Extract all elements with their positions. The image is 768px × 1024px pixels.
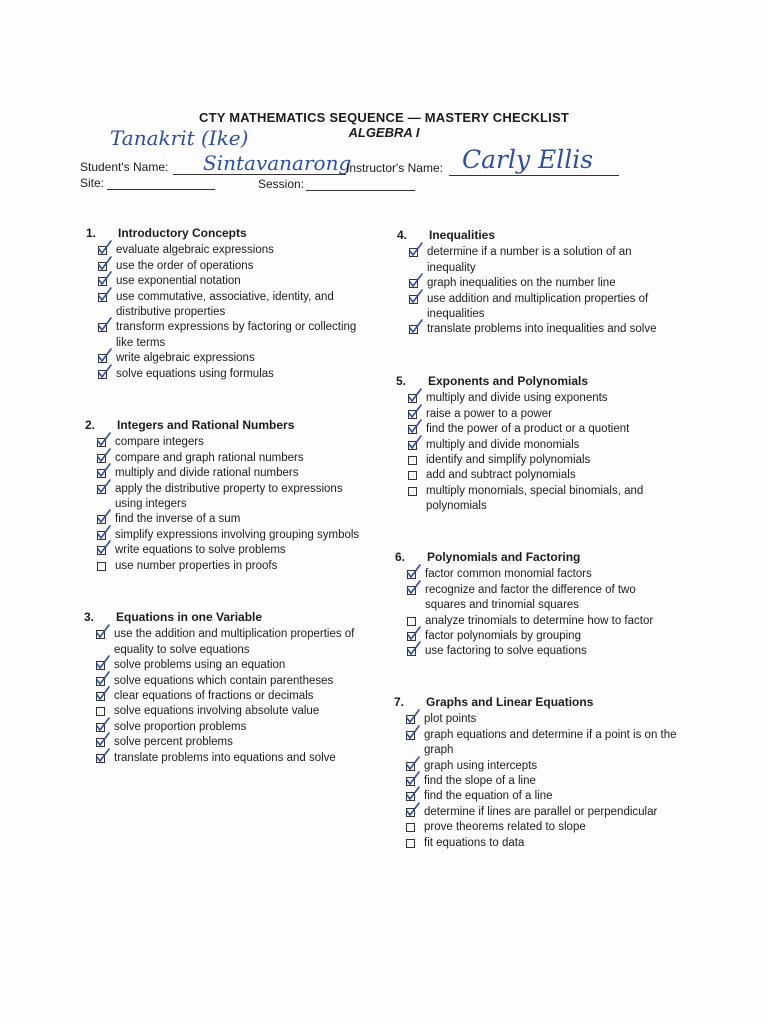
checked-checkbox[interactable] xyxy=(98,262,107,271)
checklist-item xyxy=(97,512,365,527)
item-text: use the order of operations xyxy=(116,259,254,272)
checklist-item xyxy=(96,658,364,673)
checked-checkbox[interactable] xyxy=(96,738,105,747)
checked-checkbox[interactable] xyxy=(407,647,416,656)
item-text: evaluate algebraic expressions xyxy=(116,244,274,257)
unchecked-checkbox[interactable] xyxy=(97,562,106,571)
item-text: identify and simplify polynomials xyxy=(426,454,591,467)
handwritten-first-name: Tanakrit (Ike) xyxy=(110,126,249,150)
check-mark-icon xyxy=(97,540,111,556)
section-heading xyxy=(84,610,364,625)
check-mark-icon xyxy=(96,655,110,671)
check-mark-icon xyxy=(97,525,111,541)
checked-checkbox[interactable] xyxy=(96,692,105,701)
section-title: Graphs and Linear Equations xyxy=(426,695,594,709)
item-text: fit equations to data xyxy=(424,836,525,849)
item-text: transform expressions by factoring or collecting like terms xyxy=(116,321,357,349)
checked-checkbox[interactable] xyxy=(406,731,415,740)
unchecked-checkbox[interactable] xyxy=(406,823,415,832)
checklist-item xyxy=(409,292,672,323)
check-mark-icon xyxy=(98,256,112,272)
item-text: write algebraic expressions xyxy=(116,352,255,365)
section-polynomials-factoring xyxy=(395,550,670,660)
check-mark-icon xyxy=(98,364,112,380)
section-number: 7. xyxy=(394,695,405,709)
checked-checkbox[interactable] xyxy=(409,248,418,257)
check-mark-icon xyxy=(97,463,111,479)
item-text: plot points xyxy=(424,713,477,726)
checked-checkbox[interactable] xyxy=(97,454,106,463)
section-heading xyxy=(394,695,679,710)
check-mark-icon xyxy=(408,404,422,420)
checked-checkbox[interactable] xyxy=(97,515,106,524)
item-text: find the slope of a line xyxy=(424,775,536,788)
check-mark-icon xyxy=(409,319,423,335)
checklist-item xyxy=(96,751,364,766)
section-number: 5. xyxy=(396,374,407,388)
check-mark-icon xyxy=(98,287,112,303)
site-line[interactable] xyxy=(107,189,215,190)
checked-checkbox[interactable] xyxy=(406,762,415,771)
item-text: translate problems into inequalities and solve xyxy=(427,323,657,336)
item-text: compare and graph rational numbers xyxy=(115,451,304,464)
check-mark-icon xyxy=(96,748,110,764)
checklist-item xyxy=(97,528,365,543)
check-mark-icon xyxy=(409,242,423,258)
site-label: Site: xyxy=(80,176,105,190)
checklist-item xyxy=(96,704,364,719)
check-mark-icon xyxy=(97,448,111,464)
item-text: clear equations of fractions or decimals xyxy=(114,690,314,703)
checklist-item xyxy=(408,422,671,437)
checklist-item xyxy=(406,805,679,820)
checked-checkbox[interactable] xyxy=(407,570,416,579)
checklist-item xyxy=(406,774,679,789)
item-text: solve equations involving absolute value xyxy=(114,705,320,718)
check-mark-icon xyxy=(96,717,110,733)
checked-checkbox[interactable] xyxy=(406,792,415,801)
item-text: use exponential notation xyxy=(116,275,241,288)
section-heading xyxy=(397,228,672,243)
checked-checkbox[interactable] xyxy=(406,715,415,724)
item-text: determine if a number is a solution of an inequality xyxy=(427,246,632,274)
checked-checkbox[interactable] xyxy=(96,754,105,763)
item-text: find the power of a product or a quotient xyxy=(426,423,630,436)
item-text: multiply monomials, special binomials, and polynomials xyxy=(426,484,644,513)
check-mark-icon xyxy=(406,756,420,772)
item-text: use factoring to solve equations xyxy=(425,645,587,658)
unchecked-checkbox[interactable] xyxy=(408,456,417,465)
item-text: solve equations using formulas xyxy=(116,367,274,380)
checklist-item xyxy=(407,644,670,659)
checked-checkbox[interactable] xyxy=(408,425,417,434)
check-mark-icon xyxy=(97,432,111,448)
check-mark-icon xyxy=(406,771,420,787)
section-title: Exponents and Polynomials xyxy=(428,374,589,388)
unchecked-checkbox[interactable] xyxy=(407,617,416,626)
checked-checkbox[interactable] xyxy=(98,293,107,302)
checklist-item xyxy=(407,567,670,582)
check-mark-icon xyxy=(96,732,110,748)
check-mark-icon xyxy=(406,786,420,802)
item-text: solve problems using an equation xyxy=(114,659,286,672)
item-text: add and subtract polynomials xyxy=(426,469,576,482)
check-mark-icon xyxy=(409,273,423,289)
item-text: multiply and divide using exponents xyxy=(426,392,608,405)
check-mark-icon xyxy=(406,725,420,741)
checklist-item xyxy=(97,482,365,513)
check-mark-icon xyxy=(409,289,423,305)
checklist-item xyxy=(409,276,672,291)
checked-checkbox[interactable] xyxy=(409,279,418,288)
unchecked-checkbox[interactable] xyxy=(408,487,417,496)
check-mark-icon xyxy=(98,240,112,256)
session-line[interactable] xyxy=(306,190,415,191)
unchecked-checkbox[interactable] xyxy=(96,707,105,716)
checked-checkbox[interactable] xyxy=(98,323,107,332)
section-number: 4. xyxy=(397,228,408,242)
check-mark-icon xyxy=(98,348,112,364)
checked-checkbox[interactable] xyxy=(97,546,106,555)
checked-checkbox[interactable] xyxy=(408,410,417,419)
item-text: find the equation of a line xyxy=(424,790,553,803)
checklist-item xyxy=(98,259,366,274)
section-title: Introductory Concepts xyxy=(118,226,247,240)
student-name-label: Student's Name: xyxy=(80,160,169,174)
checked-checkbox[interactable] xyxy=(407,632,416,641)
handwritten-student-name[interactable]: Sintavanarong xyxy=(203,151,352,175)
section-title: Equations in one Variable xyxy=(116,610,263,624)
checked-checkbox[interactable] xyxy=(97,438,106,447)
checked-checkbox[interactable] xyxy=(406,808,415,817)
checked-checkbox[interactable] xyxy=(98,277,107,286)
checked-checkbox[interactable] xyxy=(97,531,106,540)
section-heading xyxy=(86,226,366,241)
item-text: graph using intercepts xyxy=(424,759,538,772)
checklist-item xyxy=(406,728,679,759)
check-mark-icon xyxy=(98,317,112,333)
checklist-item xyxy=(98,290,366,321)
checklist-item xyxy=(407,629,670,644)
item-text: analyze trinomials to determine how to factor xyxy=(425,614,654,627)
check-mark-icon xyxy=(408,435,422,451)
item-text: use the addition and multiplication properties of equality to solve equations xyxy=(114,628,355,656)
item-text: simplify expressions involving grouping symbols xyxy=(115,528,360,541)
check-mark-icon xyxy=(406,709,420,725)
document-subtitle: ALGEBRA I xyxy=(348,125,420,140)
checked-checkbox[interactable] xyxy=(96,630,105,639)
checklist-item xyxy=(408,484,671,515)
check-mark-icon xyxy=(406,802,420,818)
checked-checkbox[interactable] xyxy=(407,586,416,595)
item-text: factor polynomials by grouping xyxy=(425,630,581,643)
section-number: 3. xyxy=(84,610,95,624)
checklist-item xyxy=(96,627,364,658)
check-mark-icon xyxy=(407,564,421,580)
checklist-item xyxy=(409,245,672,276)
item-text: apply the distributive property to expressions using integers xyxy=(115,482,343,511)
section-heading xyxy=(396,374,671,389)
check-mark-icon xyxy=(407,626,421,642)
checklist-item xyxy=(408,391,671,406)
instructor-name-label: Instructor's Name: xyxy=(346,161,443,175)
checked-checkbox[interactable] xyxy=(96,677,105,686)
checked-checkbox[interactable] xyxy=(97,469,106,478)
item-text: multiply and divide monomials xyxy=(426,438,580,451)
check-mark-icon xyxy=(408,419,422,435)
checklist-item xyxy=(98,351,366,366)
checked-checkbox[interactable] xyxy=(406,777,415,786)
checked-checkbox[interactable] xyxy=(98,246,107,255)
checklist-item xyxy=(97,451,365,466)
checklist-item xyxy=(96,720,364,735)
unchecked-checkbox[interactable] xyxy=(408,471,417,480)
section-introductory-concepts xyxy=(86,226,366,382)
checked-checkbox[interactable] xyxy=(409,295,418,304)
checked-checkbox[interactable] xyxy=(408,394,417,403)
checklist-item xyxy=(408,407,671,422)
checked-checkbox[interactable] xyxy=(98,354,107,363)
item-text: find the inverse of a sum xyxy=(115,513,241,526)
checked-checkbox[interactable] xyxy=(96,661,105,670)
section-inequalities xyxy=(397,228,672,338)
section-number: 1. xyxy=(86,226,97,240)
checklist-item xyxy=(98,367,366,382)
checklist-item xyxy=(408,453,671,468)
check-mark-icon xyxy=(97,509,111,525)
checklist-item xyxy=(406,836,679,851)
checklist-item xyxy=(406,712,679,727)
section-equations-one-variable xyxy=(84,610,364,766)
item-text: use number properties in proofs xyxy=(115,559,278,572)
check-mark-icon xyxy=(96,686,110,702)
checked-checkbox[interactable] xyxy=(408,441,417,450)
unchecked-checkbox[interactable] xyxy=(406,839,415,848)
check-mark-icon xyxy=(407,641,421,657)
checklist-item xyxy=(407,583,670,614)
item-text: determine if lines are parallel or perpendicular xyxy=(424,805,658,818)
document-title: CTY MATHEMATICS SEQUENCE — MASTERY CHECKLIST xyxy=(199,110,569,125)
checklist-item xyxy=(406,820,679,835)
item-text: write equations to solve problems xyxy=(115,544,286,557)
item-text: use addition and multiplication properties of inequalities xyxy=(427,292,649,321)
section-title: Inequalities xyxy=(429,228,496,242)
item-text: graph equations and determine if a point is on the graph xyxy=(424,728,677,757)
section-number: 6. xyxy=(395,550,406,564)
checklist-item xyxy=(406,759,679,774)
item-text: solve equations which contain parentheses xyxy=(114,674,334,687)
item-text: solve proportion problems xyxy=(114,720,247,733)
item-text: raise a power to a power xyxy=(426,407,552,420)
check-mark-icon xyxy=(96,624,110,640)
checked-checkbox[interactable] xyxy=(98,370,107,379)
section-heading xyxy=(85,418,365,433)
checklist-item xyxy=(96,689,364,704)
item-text: multiply and divide rational numbers xyxy=(115,467,299,480)
section-title: Polynomials and Factoring xyxy=(427,550,581,564)
section-number: 2. xyxy=(85,418,96,432)
checklist-item xyxy=(408,468,671,483)
checklist-item xyxy=(97,435,365,450)
checklist-item xyxy=(98,274,366,289)
item-text: solve percent problems xyxy=(114,736,233,749)
item-text: graph inequalities on the number line xyxy=(427,277,616,290)
check-mark-icon xyxy=(408,388,422,404)
instructor-name-line xyxy=(449,175,619,176)
section-exponents-polynomials xyxy=(396,374,671,515)
checklist-item xyxy=(406,789,679,804)
checklist-item xyxy=(97,559,365,574)
checklist-item xyxy=(97,466,365,481)
check-mark-icon xyxy=(97,479,111,495)
section-graphs-linear xyxy=(394,695,679,851)
item-text: factor common monomial factors xyxy=(425,568,592,581)
checklist-item xyxy=(408,438,671,453)
section-heading xyxy=(395,550,670,565)
section-integers-rational xyxy=(85,418,365,574)
item-text: prove theorems related to slope xyxy=(424,821,586,834)
checklist-item xyxy=(96,735,364,750)
item-text: translate problems into equations and solve xyxy=(114,751,336,764)
checked-checkbox[interactable] xyxy=(97,485,106,494)
checklist-item xyxy=(96,674,364,689)
item-text: recognize and factor the difference of two squares and trinomial squares xyxy=(425,583,636,612)
checklist-item xyxy=(98,243,366,258)
checklist-item xyxy=(407,614,670,629)
item-text: use commutative, associative, identity, and distributive properties xyxy=(116,290,334,319)
handwritten-instructor-name[interactable]: Carly Ellis xyxy=(462,145,594,174)
check-mark-icon xyxy=(98,271,112,287)
checklist-item xyxy=(409,322,672,337)
checked-checkbox[interactable] xyxy=(96,723,105,732)
checklist-item xyxy=(98,320,366,351)
checked-checkbox[interactable] xyxy=(409,325,418,334)
item-text: compare integers xyxy=(115,436,204,449)
session-label: Session: xyxy=(258,177,305,191)
check-mark-icon xyxy=(407,580,421,596)
checklist-item xyxy=(97,543,365,558)
section-title: Integers and Rational Numbers xyxy=(117,418,295,432)
check-mark-icon xyxy=(96,671,110,687)
